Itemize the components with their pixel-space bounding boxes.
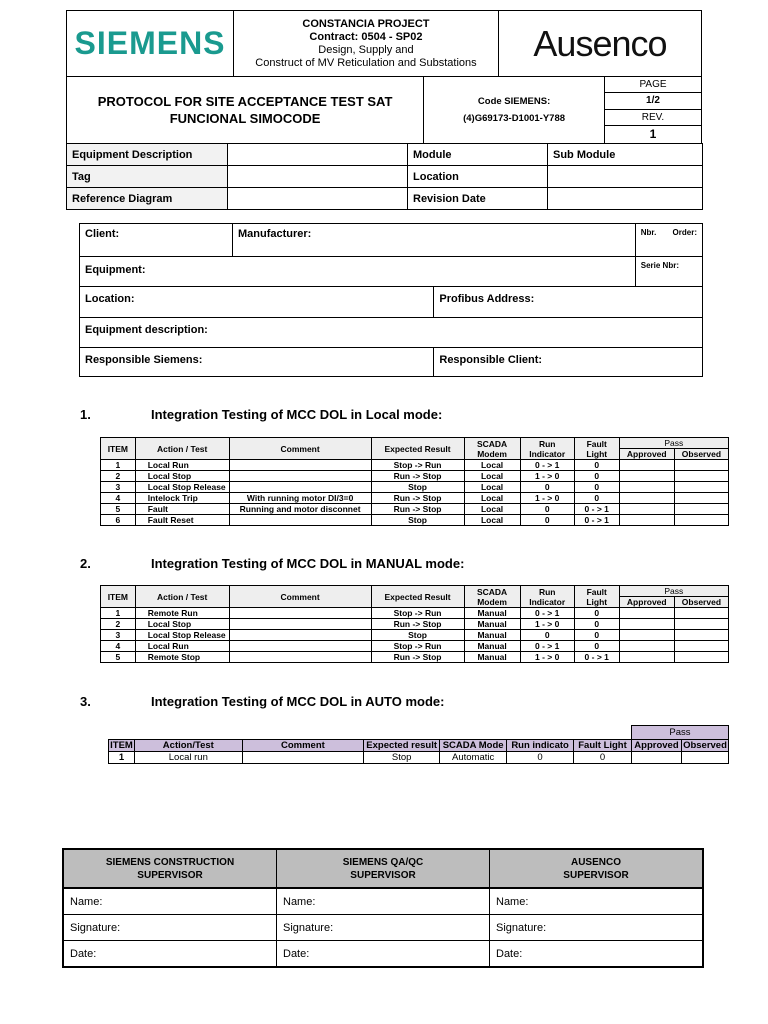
row-expected: Stop [371, 515, 464, 526]
table-row [101, 619, 729, 630]
col-comment: Comment [229, 586, 371, 608]
location-value[interactable] [548, 166, 703, 188]
ausenco-supervisor-header [490, 849, 704, 888]
row-item: 2 [101, 471, 136, 482]
col-item: ITEM [101, 438, 136, 460]
row-scada: Manual [464, 652, 520, 663]
row-comment[interactable]: Running and motor disconnet [229, 504, 371, 515]
row-expected: Stop [371, 630, 464, 641]
row-expected: Stop -> Run [371, 608, 464, 619]
row-approved[interactable] [619, 619, 674, 630]
row-expected: Run -> Stop [371, 493, 464, 504]
row-comment[interactable] [229, 482, 371, 493]
project-scope-line1: Design, Supply and [318, 43, 414, 56]
revision-date-value[interactable] [548, 188, 703, 210]
row-action: Local Stop Release [135, 630, 229, 641]
auto-col-expected: Expected result [364, 740, 440, 752]
location-label: Location [408, 166, 548, 188]
row-fault: 0 [574, 641, 619, 652]
responsible-client-field[interactable]: Responsible Client: [434, 348, 703, 377]
project-info [234, 11, 499, 77]
row-item: 4 [101, 493, 136, 504]
row-item: 5 [101, 504, 136, 515]
row-scada: Manual [464, 641, 520, 652]
date-field[interactable]: Date: [490, 941, 704, 968]
row-run: 1 - > 0 [520, 493, 574, 504]
signature-block [62, 848, 704, 968]
row-expected: Stop [371, 482, 464, 493]
row-scada: Local [464, 493, 520, 504]
row-comment[interactable] [229, 652, 371, 663]
row-item: 4 [101, 641, 136, 652]
auto-row-action: Local run [134, 752, 242, 764]
table-row [101, 608, 729, 619]
row-action: Local Stop [135, 471, 229, 482]
row-approved[interactable] [619, 493, 674, 504]
row-comment[interactable] [229, 641, 371, 652]
siemens-qaqc-supervisor-header [277, 849, 490, 888]
row-action: Intelock Trip [135, 493, 229, 504]
col-item: ITEM [101, 586, 136, 608]
section2-number: 2. [80, 556, 91, 571]
row-fault: 0 - > 1 [574, 515, 619, 526]
row-comment[interactable] [229, 515, 371, 526]
project-name: CONSTANCIA PROJECT [302, 17, 430, 30]
col-pass: Pass [619, 438, 728, 449]
row-item: 6 [101, 515, 136, 526]
col-action: Action / Test [135, 438, 229, 460]
row-approved[interactable] [619, 608, 674, 619]
auto-col-observed: Observed [683, 740, 727, 751]
table-row [101, 652, 729, 663]
page-number: 1/2 [605, 93, 701, 110]
row-item: 3 [101, 482, 136, 493]
page-label: PAGE [605, 77, 701, 93]
row-action: Fault [135, 504, 229, 515]
row-fault: 0 [574, 460, 619, 471]
auto-col-fault: Fault Light [574, 740, 632, 752]
tag-value[interactable] [228, 166, 408, 188]
order-label: Order: [672, 228, 697, 237]
row-action: Fault Reset [135, 515, 229, 526]
manufacturer-field[interactable]: Manufacturer: [233, 224, 636, 257]
row-item: 1 [101, 608, 136, 619]
row-approved[interactable] [619, 471, 674, 482]
signature-field[interactable]: Signature: [277, 915, 490, 941]
row-action: Local Run [135, 460, 229, 471]
auto-mode-test-table [108, 725, 729, 764]
title-line1: PROTOCOL FOR SITE ACCEPTANCE TEST SAT [97, 94, 393, 109]
row-observed[interactable] [674, 493, 728, 504]
row-fault: 0 [574, 482, 619, 493]
section1-heading [80, 407, 680, 423]
auto-col-approved: Approved [631, 740, 681, 752]
col-scada: SCADA Modem [464, 586, 520, 608]
auto-row-scada: Automatic [440, 752, 507, 764]
col-fault: Fault Light [574, 438, 619, 460]
serie-nbr-field[interactable]: Serie Nbr: [635, 257, 702, 287]
table-row [101, 630, 729, 641]
client-field[interactable]: Client: [80, 224, 233, 257]
table-row [101, 493, 729, 504]
row-run: 1 - > 0 [520, 471, 574, 482]
row-fault: 0 - > 1 [574, 652, 619, 663]
section2-title: Integration Testing of MCC DOL in MANUAL mode: [151, 556, 465, 571]
row-fault: 0 [574, 608, 619, 619]
row-approved[interactable] [619, 641, 674, 652]
sig-col3-line2: SUPERVISOR [563, 869, 629, 881]
row-expected: Run -> Stop [371, 471, 464, 482]
row-expected: Run -> Stop [371, 504, 464, 515]
siemens-construction-supervisor-header [63, 849, 277, 888]
document-header [66, 10, 702, 144]
equipment-description-value[interactable] [228, 144, 408, 166]
row-scada: Manual [464, 630, 520, 641]
code-value: (4)G69173-D1001-Y788 [463, 113, 566, 124]
date-field[interactable]: Date: [277, 941, 490, 968]
row-action: Local Stop [135, 619, 229, 630]
row-action: Local Stop Release [135, 482, 229, 493]
location-field[interactable]: Location: [80, 287, 434, 318]
row-scada: Manual [464, 619, 520, 630]
table-row [101, 471, 729, 482]
tag-label: Tag [67, 166, 228, 188]
equipment-description-label: Equipment Description [67, 144, 228, 166]
row-expected: Stop -> Run [371, 641, 464, 652]
row-observed[interactable] [674, 652, 728, 663]
table-row [101, 515, 729, 526]
row-fault: 0 [574, 493, 619, 504]
row-run: 0 [520, 504, 574, 515]
row-run: 0 [520, 630, 574, 641]
sig-col1-line2: SUPERVISOR [137, 869, 203, 881]
auto-row-comment[interactable] [242, 752, 364, 764]
col-run: Run Indicator [520, 586, 574, 608]
responsible-siemens-field[interactable]: Responsible Siemens: [80, 348, 434, 377]
col-action: Action / Test [135, 586, 229, 608]
row-scada: Local [464, 460, 520, 471]
row-observed[interactable] [674, 482, 728, 493]
row-scada: Manual [464, 608, 520, 619]
equipment-field[interactable]: Equipment: [80, 257, 636, 287]
row-scada: Local [464, 504, 520, 515]
sub-module-label: Sub Module [548, 144, 703, 166]
row-scada: Local [464, 471, 520, 482]
local-mode-test-table [100, 437, 729, 526]
page-rev-block [605, 77, 702, 144]
col-expected: Expected Result [371, 586, 464, 608]
row-approved[interactable] [619, 482, 674, 493]
auto-row-run: 0 [507, 752, 574, 764]
siemens-logo-text: SIEMENS [74, 25, 226, 61]
row-expected: Stop -> Run [371, 460, 464, 471]
nbr-label: Nbr. [640, 228, 657, 237]
auto-col-scada: SCADA Mode [440, 740, 507, 752]
col-approved: Approved [619, 597, 674, 608]
rev-number: 1 [649, 127, 657, 141]
section3-title: Integration Testing of MCC DOL in AUTO mode: [151, 694, 445, 709]
row-item: 5 [101, 652, 136, 663]
row-action: Remote Stop [135, 652, 229, 663]
ausenco-logo [498, 11, 701, 77]
col-scada: SCADA Modem [464, 438, 520, 460]
row-action: Local Run [135, 641, 229, 652]
row-run: 0 - > 1 [520, 460, 574, 471]
row-observed[interactable] [674, 460, 728, 471]
revision-date-label: Revision Date [408, 188, 548, 210]
row-expected: Run -> Stop [371, 652, 464, 663]
row-observed[interactable] [674, 641, 728, 652]
table-row [101, 504, 729, 515]
sig-col1-line1: SIEMENS CONSTRUCTION [105, 856, 235, 868]
row-fault: 0 - > 1 [574, 504, 619, 515]
row-comment[interactable] [229, 608, 371, 619]
date-field[interactable]: Date: [63, 941, 277, 968]
col-observed: Observed [674, 449, 728, 460]
title-line2: FUNCIONAL SIMOCODE [169, 111, 321, 126]
name-field[interactable]: Name: [490, 888, 704, 915]
contract-number: Contract: 0504 - SP02 [309, 30, 423, 43]
section3-heading [80, 694, 680, 710]
row-scada: Local [464, 482, 520, 493]
row-item: 1 [101, 460, 136, 471]
row-comment[interactable] [229, 460, 371, 471]
row-run: 0 [520, 482, 574, 493]
name-field[interactable]: Name: [63, 888, 277, 915]
module-label: Module [408, 144, 548, 166]
rev-label: REV. [605, 110, 701, 126]
name-field[interactable]: Name: [277, 888, 490, 915]
col-approved: Approved [619, 449, 674, 460]
equipment-grid [66, 143, 703, 210]
sig-col2-line2: SUPERVISOR [350, 869, 416, 881]
profibus-address-field[interactable]: Profibus Address: [434, 287, 703, 318]
col-observed: Observed [674, 597, 728, 608]
table-row [109, 752, 729, 764]
auto-row-approved[interactable] [631, 752, 681, 764]
row-approved[interactable] [619, 652, 674, 663]
auto-col-comment: Comment [242, 740, 364, 752]
auto-row-item: 1 [109, 752, 135, 764]
row-observed[interactable] [674, 515, 728, 526]
auto-pass-header: Pass [631, 726, 728, 740]
row-observed[interactable] [674, 504, 728, 515]
col-pass: Pass [619, 586, 728, 597]
document-title [67, 77, 424, 144]
row-approved[interactable] [619, 630, 674, 641]
row-observed[interactable] [674, 471, 728, 482]
signature-field[interactable]: Signature: [490, 915, 704, 941]
sig-col3-line1: AUSENCO [570, 856, 621, 868]
sig-col2-line1: SIEMENS QA/QC [342, 856, 424, 868]
table-row [101, 482, 729, 493]
auto-row-expected: Stop [364, 752, 440, 764]
manual-mode-test-table [100, 585, 729, 663]
row-comment[interactable]: With running motor DI/3=0 [229, 493, 371, 504]
row-item: 2 [101, 619, 136, 630]
row-observed[interactable] [674, 630, 728, 641]
row-run: 0 - > 1 [520, 641, 574, 652]
table-row [101, 641, 729, 652]
table-row [101, 460, 729, 471]
row-action: Remote Run [135, 608, 229, 619]
siemens-logo [67, 11, 234, 77]
row-fault: 0 [574, 630, 619, 641]
reference-diagram-value[interactable] [228, 188, 408, 210]
auto-col-run: Run indicato [507, 740, 574, 752]
equipment-description-field[interactable]: Equipment description: [80, 318, 703, 348]
client-info-box [79, 223, 703, 377]
auto-col-item: ITEM [110, 740, 133, 751]
ausenco-logo-text: Ausenco [533, 22, 667, 64]
row-run: 1 - > 0 [520, 619, 574, 630]
row-fault: 0 [574, 471, 619, 482]
code-siemens [424, 77, 605, 144]
row-comment[interactable] [229, 619, 371, 630]
col-run: Run Indicator [520, 438, 574, 460]
row-run: 1 - > 0 [520, 652, 574, 663]
section1-title: Integration Testing of MCC DOL in Local mode: [151, 407, 443, 422]
section2-heading [80, 556, 680, 572]
reference-diagram-label: Reference Diagram [67, 188, 228, 210]
auto-col-action: Action/Test [134, 740, 242, 752]
auto-row-fault: 0 [574, 752, 632, 764]
col-expected: Expected Result [371, 438, 464, 460]
row-approved[interactable] [619, 460, 674, 471]
row-observed[interactable] [674, 608, 728, 619]
row-run: 0 - > 1 [520, 608, 574, 619]
col-comment: Comment [229, 438, 371, 460]
section3-number: 3. [80, 694, 91, 709]
row-approved[interactable] [619, 515, 674, 526]
row-scada: Local [464, 515, 520, 526]
project-scope-line2: Construct of MV Reticulation and Substations [255, 56, 477, 69]
row-comment[interactable] [229, 630, 371, 641]
row-comment[interactable] [229, 471, 371, 482]
auto-table-spacer [109, 726, 632, 740]
signature-field[interactable]: Signature: [63, 915, 277, 941]
row-fault: 0 [574, 619, 619, 630]
section1-number: 1. [80, 407, 91, 422]
row-run: 0 [520, 515, 574, 526]
auto-row-observed[interactable] [681, 752, 728, 764]
code-label: Code SIEMENS: [477, 96, 551, 107]
row-item: 3 [101, 630, 136, 641]
nbr-order-field[interactable] [635, 224, 702, 257]
row-observed[interactable] [674, 619, 728, 630]
row-approved[interactable] [619, 504, 674, 515]
row-expected: Run -> Stop [371, 619, 464, 630]
col-fault: Fault Light [574, 586, 619, 608]
